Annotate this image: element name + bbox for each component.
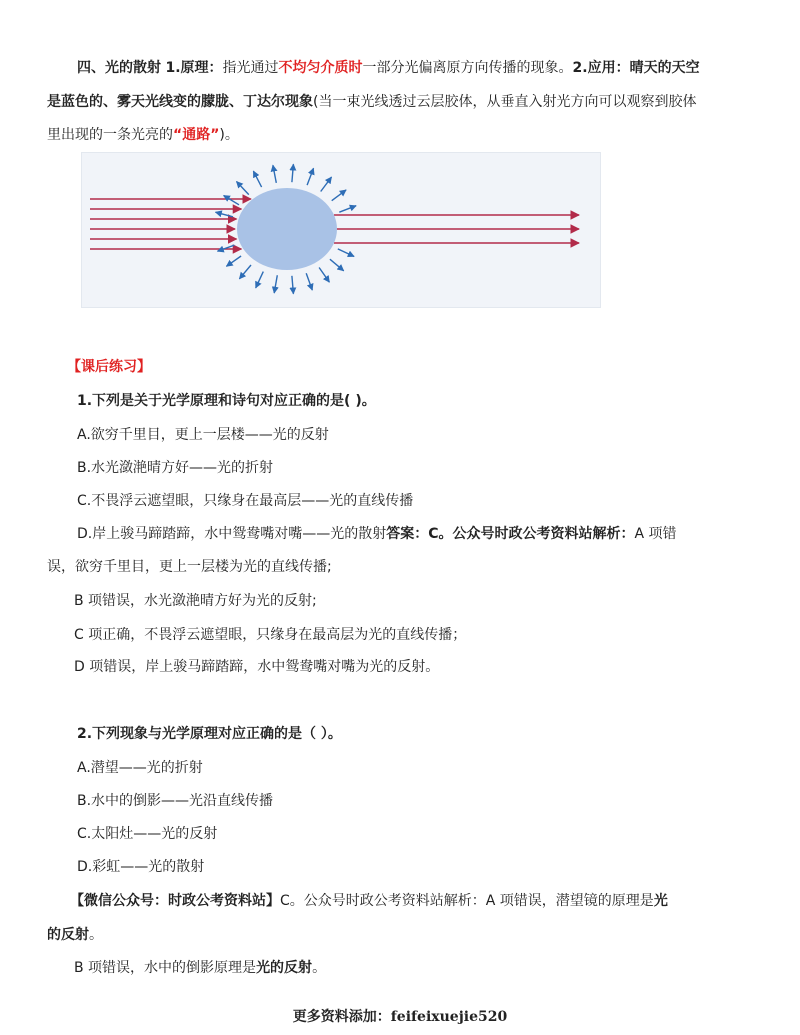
scattered-ray	[253, 171, 261, 187]
intro-line-3	[47, 125, 239, 145]
q1-analysis-a-lead: A 项错	[634, 526, 677, 542]
application-label: 2.应用：	[572, 60, 630, 76]
q2-analysis-b	[74, 958, 326, 978]
q1-option-c: C.不畏浮云遮望眼，只缘身在最高层——光的直线传播	[77, 493, 414, 509]
q2-answer-tail: 。	[89, 927, 103, 943]
scattered-ray	[292, 276, 294, 294]
q1-stem: 1.下列是关于光学原理和诗句对应正确的是( )。	[77, 393, 376, 409]
scattered-ray	[321, 177, 332, 191]
outgoing-rays	[334, 215, 579, 243]
scattered-ray	[216, 212, 233, 217]
scattered-ray	[292, 164, 294, 182]
intro-line-1	[77, 58, 700, 78]
tyndall-note: (当一束光线透过云层胶体，从垂直入射光方向可以观察到胶体	[313, 94, 697, 110]
q2-answer-line-2	[47, 925, 103, 945]
section-heading: 四、光的散射	[77, 60, 161, 76]
particle-ellipse	[237, 188, 337, 270]
scattered-ray	[237, 182, 249, 195]
principle-label: 1.原理：	[165, 60, 223, 76]
q1-option-d: D.岸上骏马蹄踏蹄，水中鸳鸯嘴对嘴——光的散射	[77, 526, 387, 542]
q2-analysis-b-text: B 项错误，水中的倒影原理是	[74, 960, 257, 976]
q2-answer-bold: 光	[653, 893, 668, 909]
principle-text-b: 一部分光偏离原方向传播的现象。	[362, 60, 573, 76]
footer-note: 更多资料添加：feifeixuejie520	[292, 1009, 508, 1025]
scattered-ray	[307, 168, 313, 185]
q2-analysis-b-bold: 光的反射	[256, 960, 313, 976]
q2-option-a: A.潜望——光的折射	[77, 760, 203, 776]
scattered-ray	[273, 165, 276, 183]
exercise-section-title: 【课后练习】	[67, 359, 151, 375]
scattering-figure	[81, 152, 601, 308]
scattered-ray	[319, 268, 329, 283]
principle-text-a: 指光通过	[222, 60, 279, 76]
incoming-rays	[90, 199, 251, 249]
q1-option-a: A.欲穷千里目，更上一层楼——光的反射	[77, 427, 329, 443]
q1-option-b: B.水光潋滟晴方好——光的折射	[77, 460, 274, 476]
scattered-ray	[224, 196, 239, 205]
intro-line-2	[47, 92, 696, 112]
q2-option-c: C.太阳灶——光的反射	[77, 826, 218, 842]
q1-analysis-a: 误，欲穷千里目，更上一层楼为光的直线传播;	[47, 559, 332, 575]
scattering-diagram	[82, 153, 600, 307]
q2-answer-source: 【微信公众号：时政公考资料站】	[70, 893, 280, 909]
tyndall-note-tail: )。	[219, 127, 239, 143]
q2-answer-text: C。公众号时政公考资料站解析：A 项错误，潜望镜的原理是	[280, 893, 654, 909]
q1-analysis-d: D 项错误，岸上骏马蹄踏蹄，水中鸳鸯嘴对嘴为光的反射。	[74, 659, 440, 675]
path-highlight: “通路”	[173, 127, 220, 143]
q2-analysis-b-tail: 。	[312, 960, 327, 976]
scattered-ray	[256, 272, 264, 288]
q2-answer-line	[70, 891, 668, 911]
scattered-ray	[218, 245, 235, 251]
q1-answer: 答案：C。公众号时政公考资料站解析：	[386, 526, 635, 542]
scattered-ray	[330, 259, 344, 271]
principle-highlight: 不均匀介质时	[278, 60, 363, 76]
application-lead: 晴天的天空	[629, 60, 700, 76]
q1-analysis-c: C 项正确，不畏浮云遮望眼，只缘身在最高层为光的直线传播；	[74, 627, 467, 643]
q2-answer-bold-cont: 的反射	[47, 927, 89, 943]
scattered-ray	[306, 273, 312, 290]
scattered-ray	[339, 206, 356, 213]
scattered-ray	[332, 190, 346, 201]
q2-option-b: B.水中的倒影——光沿直线传播	[77, 793, 274, 809]
q2-option-d: D.彩虹——光的散射	[77, 859, 205, 875]
scattered-ray	[338, 249, 354, 257]
scattered-ray	[239, 265, 251, 279]
scattered-ray	[274, 275, 277, 293]
q2-stem: 2.下列现象与光学原理对应正确的是（ ）。	[77, 726, 342, 742]
q1-analysis-b: B 项错误，水光潋滟晴方好为光的反射;	[74, 593, 317, 609]
application-rest: 是蓝色的、雾天光线变的朦胧、丁达尔现象	[47, 94, 313, 110]
scattered-ray	[226, 256, 241, 266]
q1-option-d-line	[77, 524, 677, 544]
tyndall-note-cont: 里出现的一条光亮的	[47, 127, 173, 143]
